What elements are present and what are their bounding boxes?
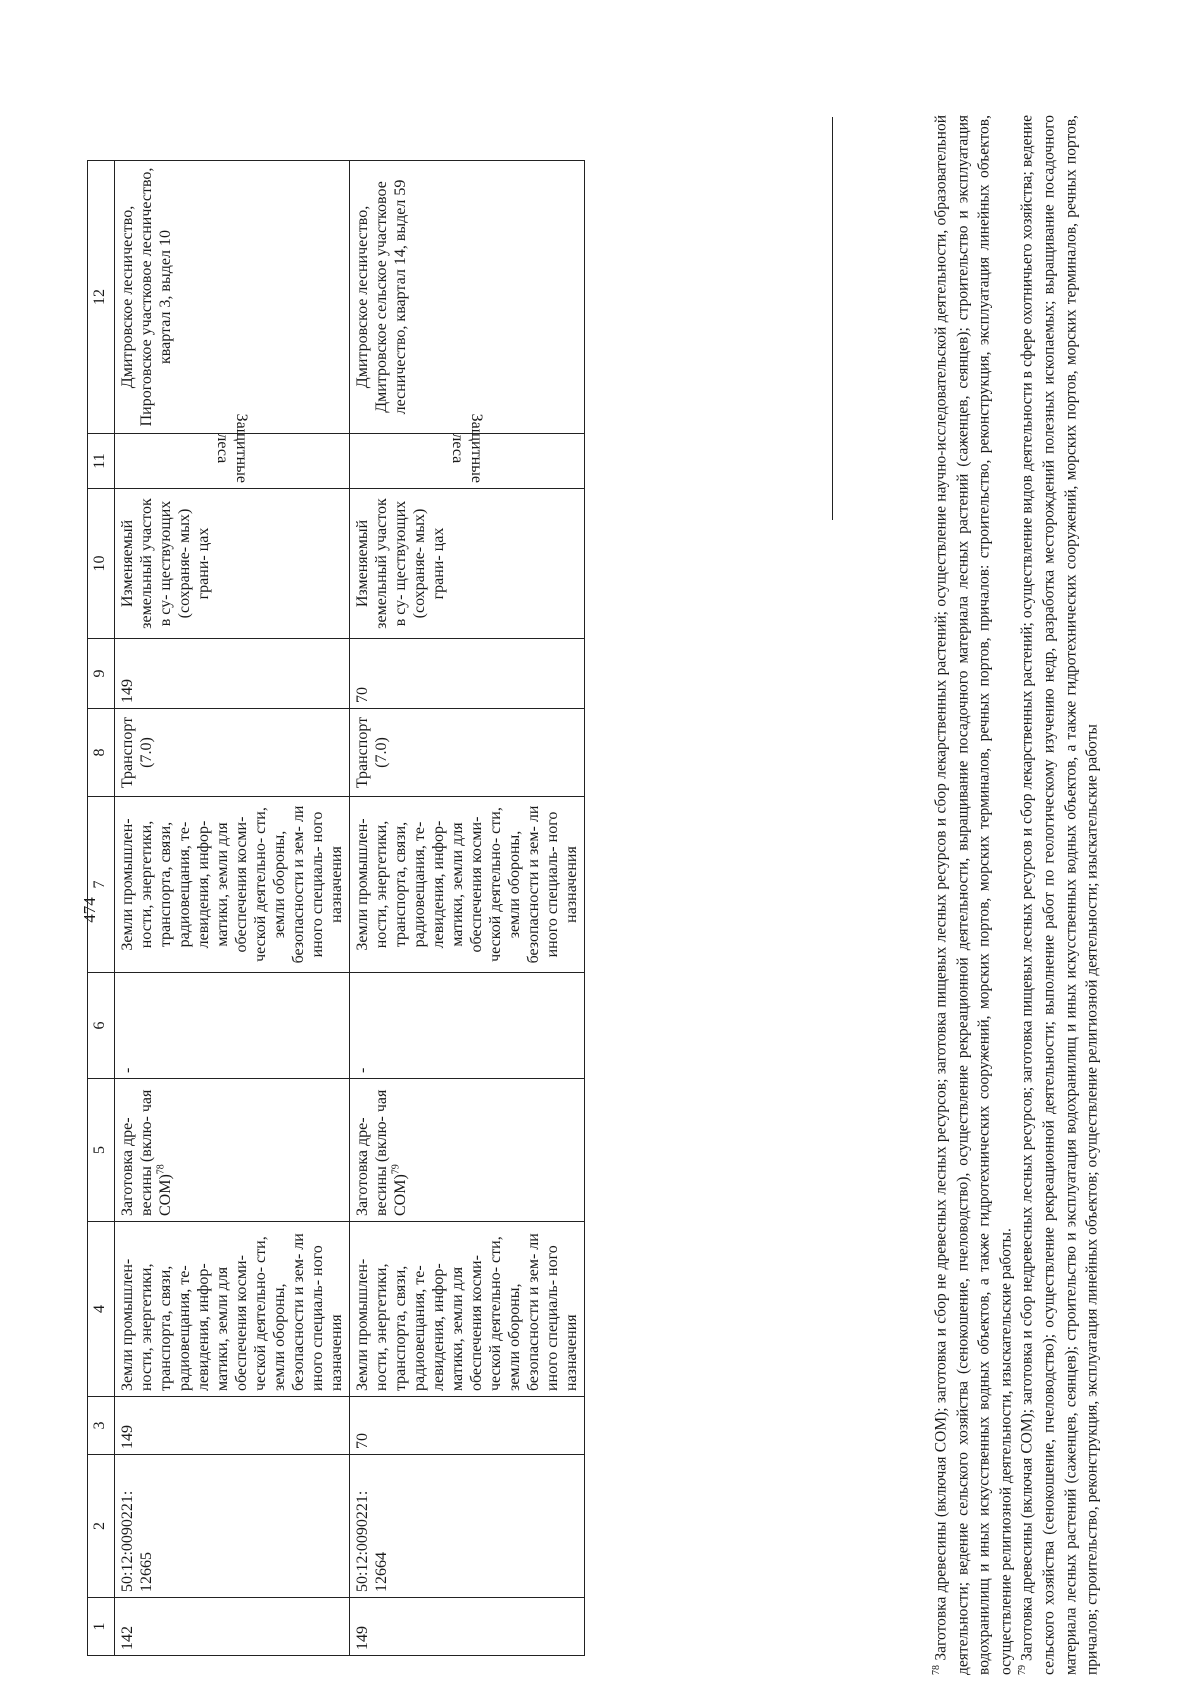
cell-forest-type xyxy=(350,413,585,489)
col-header-8: 8 xyxy=(88,709,115,797)
land-table xyxy=(87,160,585,1656)
cell-col6: - xyxy=(350,973,585,1079)
cell-purpose: Транспорт (7.0) xyxy=(115,709,350,797)
cell-area: 70 xyxy=(350,1397,585,1455)
col-header-4: 4 xyxy=(88,1222,115,1397)
cell-category-to: Земли промышлен- ности, энергетики, транспорта, связи, радиовещания, те- левидения, инфор- матики, земли для обеспечения косми- ческой деятельно- сти, земли обороны, безопасности и зем- ли иного специаль- ного назначения xyxy=(350,797,585,973)
footnote-79 xyxy=(1017,115,1103,1675)
footnote-mark: 78 xyxy=(931,1665,943,1675)
cell-area2: 149 xyxy=(115,639,350,709)
cell-use xyxy=(115,1079,350,1222)
col-header-7: 7 xyxy=(88,797,115,973)
cell-number: 149 xyxy=(350,1598,585,1656)
col-header-5: 5 xyxy=(88,1079,115,1222)
table-row xyxy=(115,161,350,1656)
cell-use xyxy=(350,1079,585,1222)
cell-location: Дмитровское лесничество, Пироговское участковое лесничество, квартал 3, выдел 10 xyxy=(115,161,350,434)
cell-number: 142 xyxy=(115,1598,350,1656)
footnotes xyxy=(930,115,1103,1675)
table-row xyxy=(350,161,585,1656)
forest-type-text: Защитные леса xyxy=(214,413,250,483)
cell-status: Изменяемый земельный участок в су- ществующих (сохраняе- мых) грани- цах xyxy=(350,489,585,639)
footnote-separator xyxy=(832,117,833,520)
col-header-2: 2 xyxy=(88,1455,115,1598)
col-header-12: 12 xyxy=(88,161,115,434)
cell-category-from: Земли промышлен- ности, энергетики, транспорта, связи, радиовещания, те- левидения, инфор- матики, земли для обеспечения косми- ческой деятельно- сти, земли обороны, безопасности и зем- ли иного специаль- ного назначения xyxy=(350,1222,585,1397)
col-header-9: 9 xyxy=(88,639,115,709)
footnote-mark: 79 xyxy=(1017,1665,1029,1675)
footnote-text: Заготовка древесины (включая СОМ); заготовка и сбор не древесных лесных ресурсов; заготовка пищевых лесных ресурсов и сбор лекарственных растений; осуществление научно-исследовательской деятельности, образовательной деятельности; ведение сельского хозяйства (сенокошение, пчеловодство), осуществление рекреационной деятельности, выращивание посадочного материала лесных растений (саженцев, сеянцев); строительство и эксплуатация водохранилищ и иных искусственных водных объектов, а также гидротехнических сооружений, морских портов, морских терминалов, речных портов, причалов: строительство, реконструкция, эксплуатация линейных объектов, осуществление религиозной деятельности, изыскательские работы. xyxy=(932,115,1015,1675)
cell-forest-type xyxy=(115,413,350,489)
cell-location: Дмитровское лесничество, Дмитровское сельское участковое лесничество, квартал 14, выдел 59 xyxy=(350,161,585,434)
col-header-6: 6 xyxy=(88,973,115,1079)
cell-cadastral: 50:12:0090221: 12665 xyxy=(115,1455,350,1598)
footnote-78 xyxy=(930,115,1016,1675)
footnote-ref: 78 xyxy=(155,1164,167,1175)
footnote-ref: 79 xyxy=(390,1164,402,1175)
use-text: Заготовка дре- весины (вклю- чая СОМ) xyxy=(119,1089,174,1216)
cell-category-to: Земли промышлен- ности, энергетики, транспорта, связи, радиовещания, те- левидения, инфор- матики, земли для обеспечения косми- ческой деятельно- сти, земли обороны, безопасности и зем- ли иного специаль- ного назначения xyxy=(115,797,350,973)
col-header-1: 1 xyxy=(88,1598,115,1656)
cell-category-from: Земли промышлен- ности, энергетики, транспорта, связи, радиовещания, те- левидения, инфор- матики, земли для обеспечения косми- ческой деятельно- сти, земли обороны, безопасности и зем- ли иного специаль- ного назначения xyxy=(115,1222,350,1397)
cell-cadastral: 50:12:0090221: 12664 xyxy=(350,1455,585,1598)
cell-purpose: Транспорт (7.0) xyxy=(350,709,585,797)
col-header-3: 3 xyxy=(88,1397,115,1455)
forest-type-text: Защитные леса xyxy=(449,413,485,483)
footnote-text: Заготовка древесины (включая СОМ); заготовка и сбор недревесных лесных ресурсов; заготовка пищевых лесных ресурсов и сбор лекарственных растений; осуществление видов деятельности в сфере охотничьего хозяйства; ведение сельского хозяйства (сенокошение, пчеловодство); осуществление рекреационной деятельности; выполнение работ по геологическому изучению недр, разработка месторождений полезных ископаемых; выращивание посадочного материала лесных растений (саженцев, сеянцев); строительство и эксплуатация водохранилищ и иных искусственных водных объектов, а также гидротехнических сооружений, морских портов, морских терминалов, речных портов, причалов; строительство, реконструкция, эксплуатация линейных объектов; осуществление религиозной деятельности; изыскательские работы xyxy=(1018,115,1101,1675)
col-header-10: 10 xyxy=(88,489,115,639)
col-header-11: 11 xyxy=(88,434,115,489)
cell-area: 149 xyxy=(115,1397,350,1455)
cell-status: Изменяемый земельный участок в су- ществующих (сохраняе- мых) грани- цах xyxy=(115,489,350,639)
cell-col6: - xyxy=(115,973,350,1079)
page-number: 474 xyxy=(80,897,99,923)
cell-area2: 70 xyxy=(350,639,585,709)
header-row xyxy=(88,161,115,1656)
use-text: Заготовка дре- весины (вклю- чая СОМ) xyxy=(354,1089,409,1216)
